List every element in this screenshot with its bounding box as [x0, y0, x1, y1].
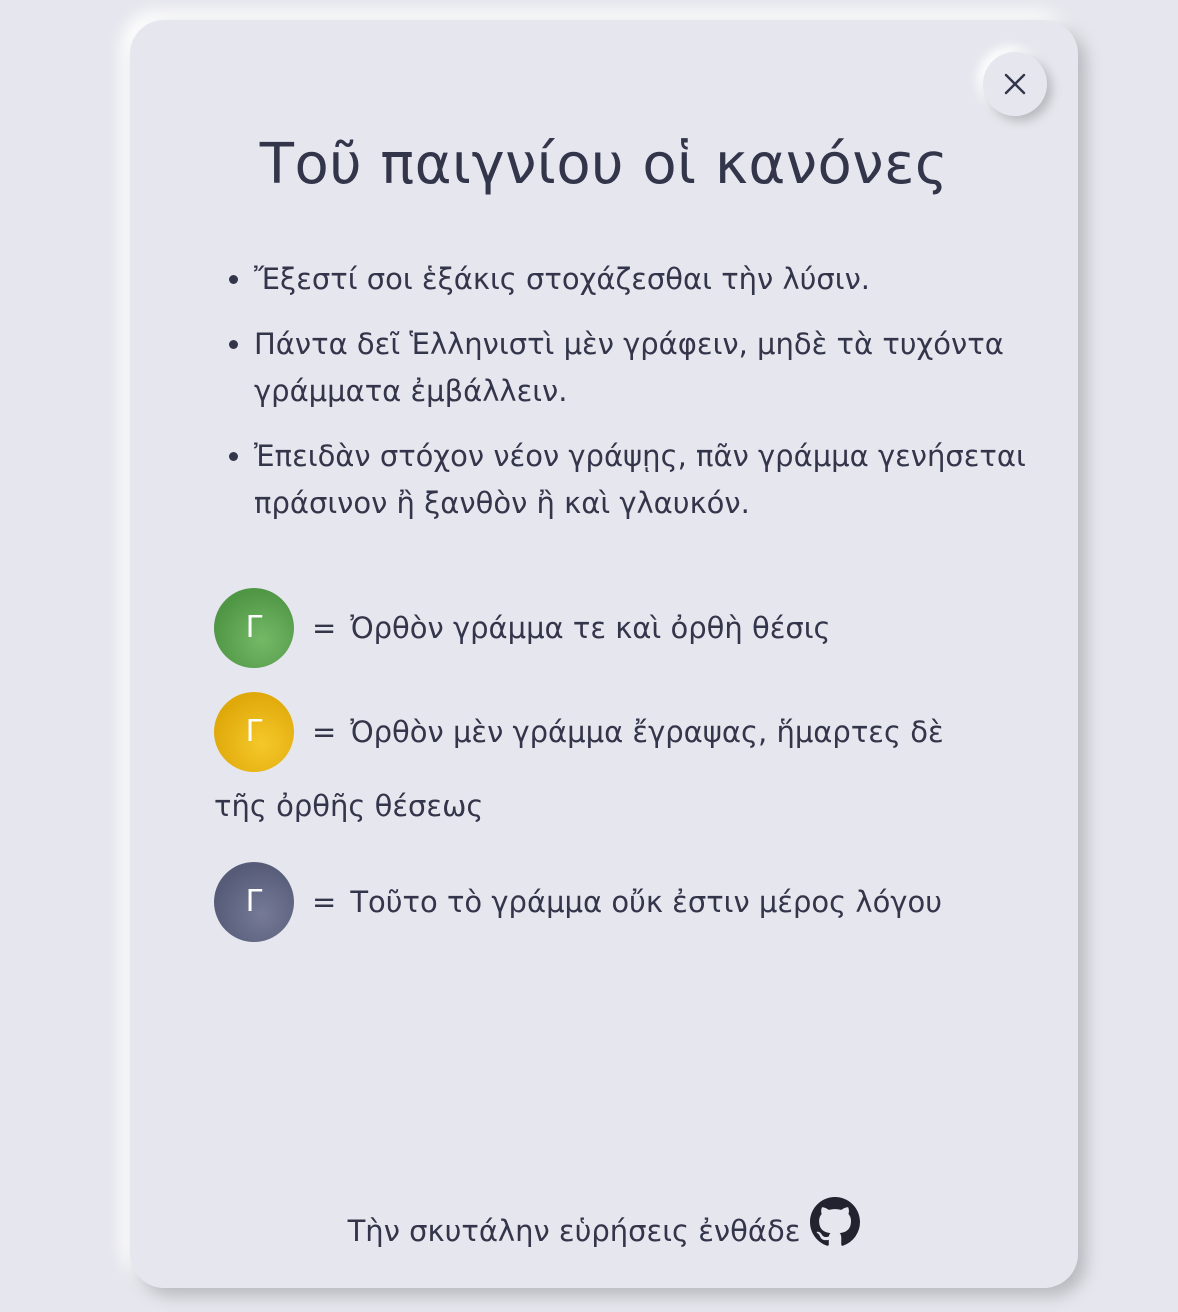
modal-title: Τοῦ παιγνίου οἱ κανόνες	[259, 132, 949, 197]
legend-description: Ὀρθὸν μὲν γράμμα ἔγραψας, ἥμαρτες δὲ τῆς ὀρθῆς θέσεως	[214, 715, 944, 823]
equals-sign: =	[312, 885, 337, 919]
rule-item: • Πάντα δεῖ Ἑλληνιστὶ μὲν γράφειν, μηδὲ τὰ τυχόντα γράμματα ἐμβάλλειν.	[254, 321, 1054, 415]
rules-modal	[130, 20, 1078, 1288]
equals-sign: =	[312, 715, 337, 749]
correct-letter-tile: Γ	[214, 588, 294, 668]
legend-row-absent	[214, 862, 1004, 942]
color-legend	[214, 588, 1004, 966]
rule-item: • Ἔξεστί σοι ἑξάκις στοχάζεσθαι τὴν λύσιν.	[254, 256, 1054, 303]
absent-letter-tile: Γ	[214, 862, 294, 942]
legend-row-correct	[214, 588, 1004, 668]
legend-row-present	[214, 692, 1004, 838]
close-icon	[1004, 73, 1026, 95]
equals-sign: =	[312, 611, 337, 645]
close-button[interactable]	[983, 52, 1047, 116]
present-letter-tile: Γ	[214, 692, 294, 772]
rules-list	[210, 256, 1054, 545]
footer-link[interactable]	[130, 1200, 1078, 1266]
rule-item: • Ἐπειδὰν στόχον νέον γράψῃς, πᾶν γράμμα γενήσεται πράσινον ἢ ξανθὸν ἢ καὶ γλαυκόν.	[254, 433, 1054, 527]
footer-text: Τὴν σκυτάλην εὑρήσεις ἐνθάδε	[347, 1214, 801, 1248]
github-icon[interactable]	[810, 1197, 860, 1263]
legend-description: Ὀρθὸν γράμμα τε καὶ ὀρθὴ θέσις	[350, 611, 831, 645]
legend-description: Τοῦτο τὸ γράμμα οὔκ ἐστιν μέρος λόγου	[350, 885, 942, 919]
